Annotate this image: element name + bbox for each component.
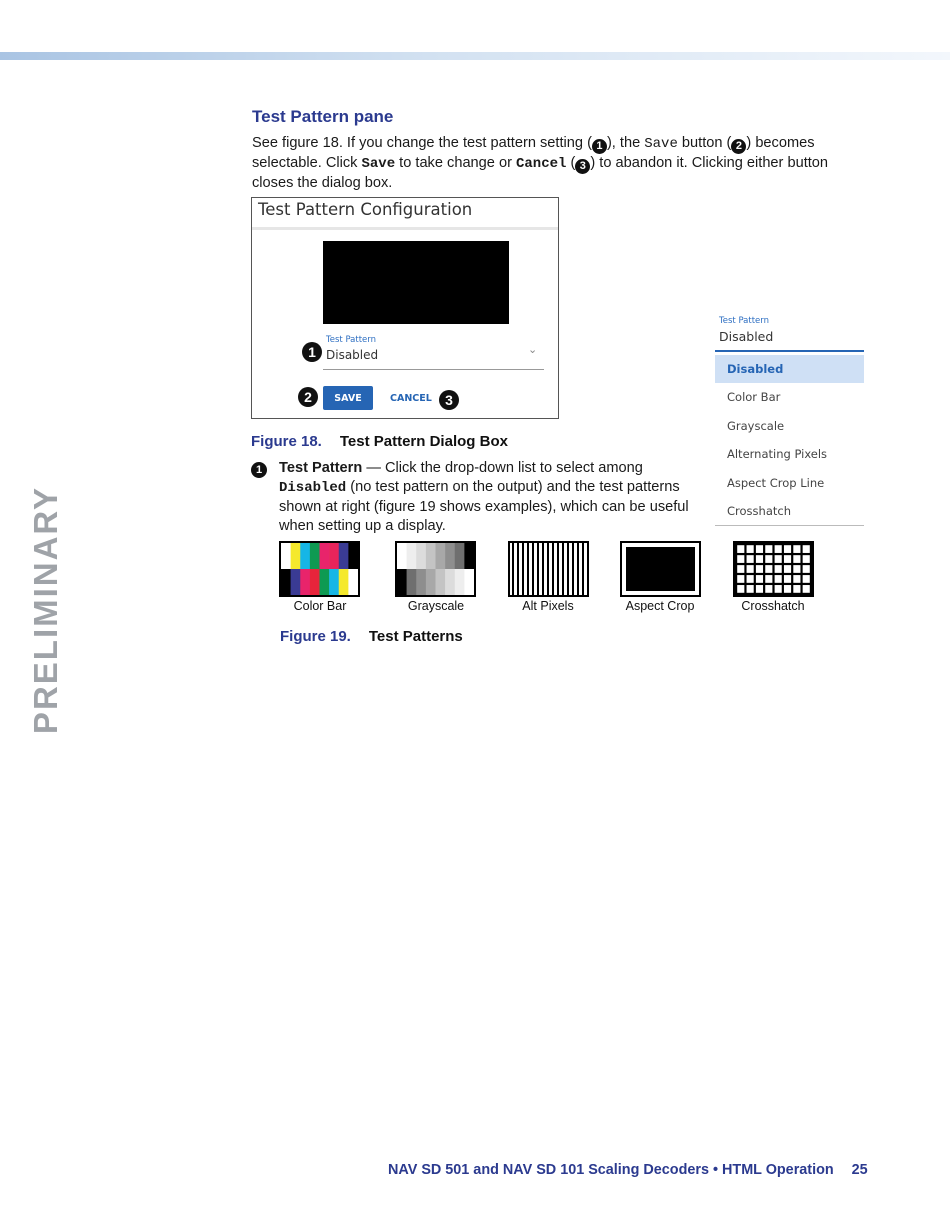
- color-bar-top-0: [281, 543, 291, 569]
- alt-stripe: [552, 543, 554, 595]
- preliminary-watermark: PRELIMINARY: [27, 485, 64, 735]
- gray-top-7: [464, 543, 474, 569]
- color-bar-top-3: [310, 543, 320, 569]
- crosshatch-cell: [784, 575, 791, 583]
- color-bar-pattern: [279, 541, 360, 597]
- dropdown-value[interactable]: Disabled: [719, 329, 774, 344]
- alt-stripe: [547, 543, 549, 595]
- crosshatch-pattern: [733, 541, 814, 597]
- dropdown-label: Test Pattern: [719, 316, 770, 326]
- gray-bottom-5: [445, 569, 455, 595]
- page-footer: [388, 1162, 868, 1178]
- crosshatch-cell: [803, 555, 810, 563]
- figure-18-caption: Figure 18. Test Pattern Dialog Box: [251, 433, 508, 450]
- crosshatch-cell: [793, 555, 800, 563]
- crosshatch-cell: [784, 565, 791, 573]
- label-aspect-crop: Aspect Crop: [625, 599, 695, 613]
- color-bar-bottom-1: [291, 569, 301, 595]
- gray-bottom-6: [455, 569, 465, 595]
- option-grayscale[interactable]: Grayscale: [727, 418, 785, 433]
- label-color-bar: Color Bar: [293, 599, 347, 613]
- callout-3: 3: [575, 159, 590, 174]
- color-bar-top-1: [291, 543, 301, 569]
- crosshatch-cell: [803, 585, 810, 593]
- gray-bottom-0: [397, 569, 407, 595]
- dropdown-underline: [715, 350, 864, 352]
- option-alternating-pixels[interactable]: Alternating Pixels: [727, 447, 828, 462]
- dialog-callout-2: 2: [298, 387, 318, 407]
- crosshatch-cell: [784, 545, 791, 553]
- crosshatch-cell: [775, 575, 782, 583]
- gray-bottom-7: [464, 569, 474, 595]
- crosshatch-cell: [793, 565, 800, 573]
- gray-top-5: [445, 543, 455, 569]
- alt-stripe: [527, 543, 529, 595]
- color-bar-bottom-5: [329, 569, 339, 595]
- alt-stripe: [557, 543, 559, 595]
- alt-stripe: [582, 543, 584, 595]
- gray-top-2: [416, 543, 426, 569]
- crosshatch-cell: [803, 565, 810, 573]
- item-1-description: Test Pattern — Click the drop-down list to select among Disabled (no test pattern on the output) and the test patterns shown at right (figure 19 shows examples), which can be useful when setting up a display.: [279, 460, 689, 534]
- color-bar-top-7: [348, 543, 358, 569]
- crosshatch-cell: [765, 545, 772, 553]
- gray-top-4: [436, 543, 446, 569]
- color-bar-bottom-6: [339, 569, 349, 595]
- crosshatch-cell: [737, 585, 744, 593]
- alt-stripe: [572, 543, 574, 595]
- intro-paragraph: See figure 18. If you change the test pattern setting ( 1 ), the Save button ( 2 ) becomes selectable. Click Save to take change or Cancel ( 3 ) to abandon it. Clicking either button closes the dialog box.: [252, 135, 829, 191]
- dialog-callout-3: 3: [439, 390, 459, 410]
- pattern-preview: [323, 241, 509, 324]
- color-bar-bottom-7: [348, 569, 358, 595]
- dialog-title: Test Pattern Configuration: [258, 200, 473, 219]
- alt-stripe: [512, 543, 514, 595]
- crosshatch-cell: [765, 585, 772, 593]
- crosshatch-cell: [803, 575, 810, 583]
- color-bar-top-6: [339, 543, 349, 569]
- crosshatch-cell: [756, 575, 763, 583]
- crosshatch-cell: [747, 555, 754, 563]
- alt-stripe: [537, 543, 539, 595]
- test-pattern-field-label: Test Pattern: [326, 335, 377, 345]
- crosshatch-cell: [747, 585, 754, 593]
- crosshatch-cell: [784, 555, 791, 563]
- field-underline: [323, 369, 544, 370]
- save-button[interactable]: SAVE: [323, 386, 373, 410]
- crosshatch-cell: [793, 545, 800, 553]
- alt-stripe: [562, 543, 564, 595]
- option-crosshatch[interactable]: Crosshatch: [727, 503, 791, 518]
- figure-19-caption: Figure 19. Test Patterns: [280, 628, 463, 645]
- crosshatch-cell: [793, 575, 800, 583]
- alt-stripe: [522, 543, 524, 595]
- color-bar-bottom-4: [320, 569, 330, 595]
- crosshatch-cell: [756, 585, 763, 593]
- label-crosshatch: Crosshatch: [741, 599, 805, 613]
- section-title: Test Pattern pane: [252, 107, 394, 126]
- gray-top-0: [397, 543, 407, 569]
- gray-top-1: [407, 543, 417, 569]
- crosshatch-cell: [747, 575, 754, 583]
- top-accent-bar: [0, 52, 950, 60]
- label-alt-pixels: Alt Pixels: [522, 599, 574, 613]
- crosshatch-cell: [747, 545, 754, 553]
- crosshatch-cell: [737, 565, 744, 573]
- option-color-bar[interactable]: Color Bar: [727, 390, 781, 405]
- alt-stripe: [577, 543, 579, 595]
- alt-stripe: [567, 543, 569, 595]
- color-bar-bottom-2: [300, 569, 310, 595]
- footer-title: NAV SD 501 and NAV SD 101 Scaling Decoders • HTML Operation: [388, 1162, 834, 1178]
- dialog-callout-1: 1: [302, 342, 322, 362]
- gray-bottom-1: [407, 569, 417, 595]
- aspect-crop-pattern: [620, 541, 701, 597]
- chevron-down-icon[interactable]: ⌄: [528, 344, 538, 356]
- alt-stripe: [517, 543, 519, 595]
- aspect-crop-fill: [626, 547, 695, 591]
- crosshatch-cell: [793, 585, 800, 593]
- crosshatch-cell: [747, 565, 754, 573]
- item-callout-1: 1: [251, 462, 267, 478]
- color-bar-top-4: [320, 543, 330, 569]
- alt-stripe: [542, 543, 544, 595]
- crosshatch-cell: [737, 555, 744, 563]
- test-pattern-dialog: [251, 197, 559, 419]
- color-bar-bottom-3: [310, 569, 320, 595]
- test-pattern-select[interactable]: Disabled: [326, 348, 379, 362]
- alt-pixels-swatch: [510, 543, 587, 595]
- crosshatch-cell: [756, 555, 763, 563]
- crosshatch-cell: [756, 545, 763, 553]
- crosshatch-swatch: [735, 543, 812, 595]
- callout-1: 1: [592, 139, 607, 154]
- alt-stripe: [532, 543, 534, 595]
- color-bar-swatch: [281, 543, 358, 595]
- crosshatch-cell: [765, 575, 772, 583]
- gray-top-3: [426, 543, 436, 569]
- alt-pixels-pattern: [508, 541, 589, 597]
- crosshatch-cell: [737, 575, 744, 583]
- gray-bottom-4: [436, 569, 446, 595]
- crosshatch-cell: [775, 545, 782, 553]
- callout-2: 2: [731, 139, 746, 154]
- label-grayscale: Grayscale: [407, 599, 465, 613]
- color-bar-bottom-0: [281, 569, 291, 595]
- color-bar-top-2: [300, 543, 310, 569]
- gray-top-6: [455, 543, 465, 569]
- crosshatch-cell: [775, 565, 782, 573]
- grayscale-swatch: [397, 543, 474, 595]
- page-number: 25: [851, 1162, 868, 1178]
- gray-bottom-2: [416, 569, 426, 595]
- option-aspect-crop-line[interactable]: Aspect Crop Line: [727, 475, 825, 490]
- crosshatch-cell: [765, 555, 772, 563]
- grayscale-pattern: [395, 541, 476, 597]
- crosshatch-cell: [737, 545, 744, 553]
- dropdown-options: [715, 355, 864, 526]
- crosshatch-cell: [775, 555, 782, 563]
- cancel-button[interactable]: CANCEL: [390, 387, 432, 409]
- color-bar-top-5: [329, 543, 339, 569]
- option-disabled[interactable]: Disabled: [715, 355, 864, 383]
- gray-bottom-3: [426, 569, 436, 595]
- crosshatch-cell: [803, 545, 810, 553]
- dialog-divider: [252, 227, 558, 230]
- crosshatch-cell: [784, 585, 791, 593]
- crosshatch-cell: [756, 565, 763, 573]
- crosshatch-cell: [765, 565, 772, 573]
- crosshatch-cell: [775, 585, 782, 593]
